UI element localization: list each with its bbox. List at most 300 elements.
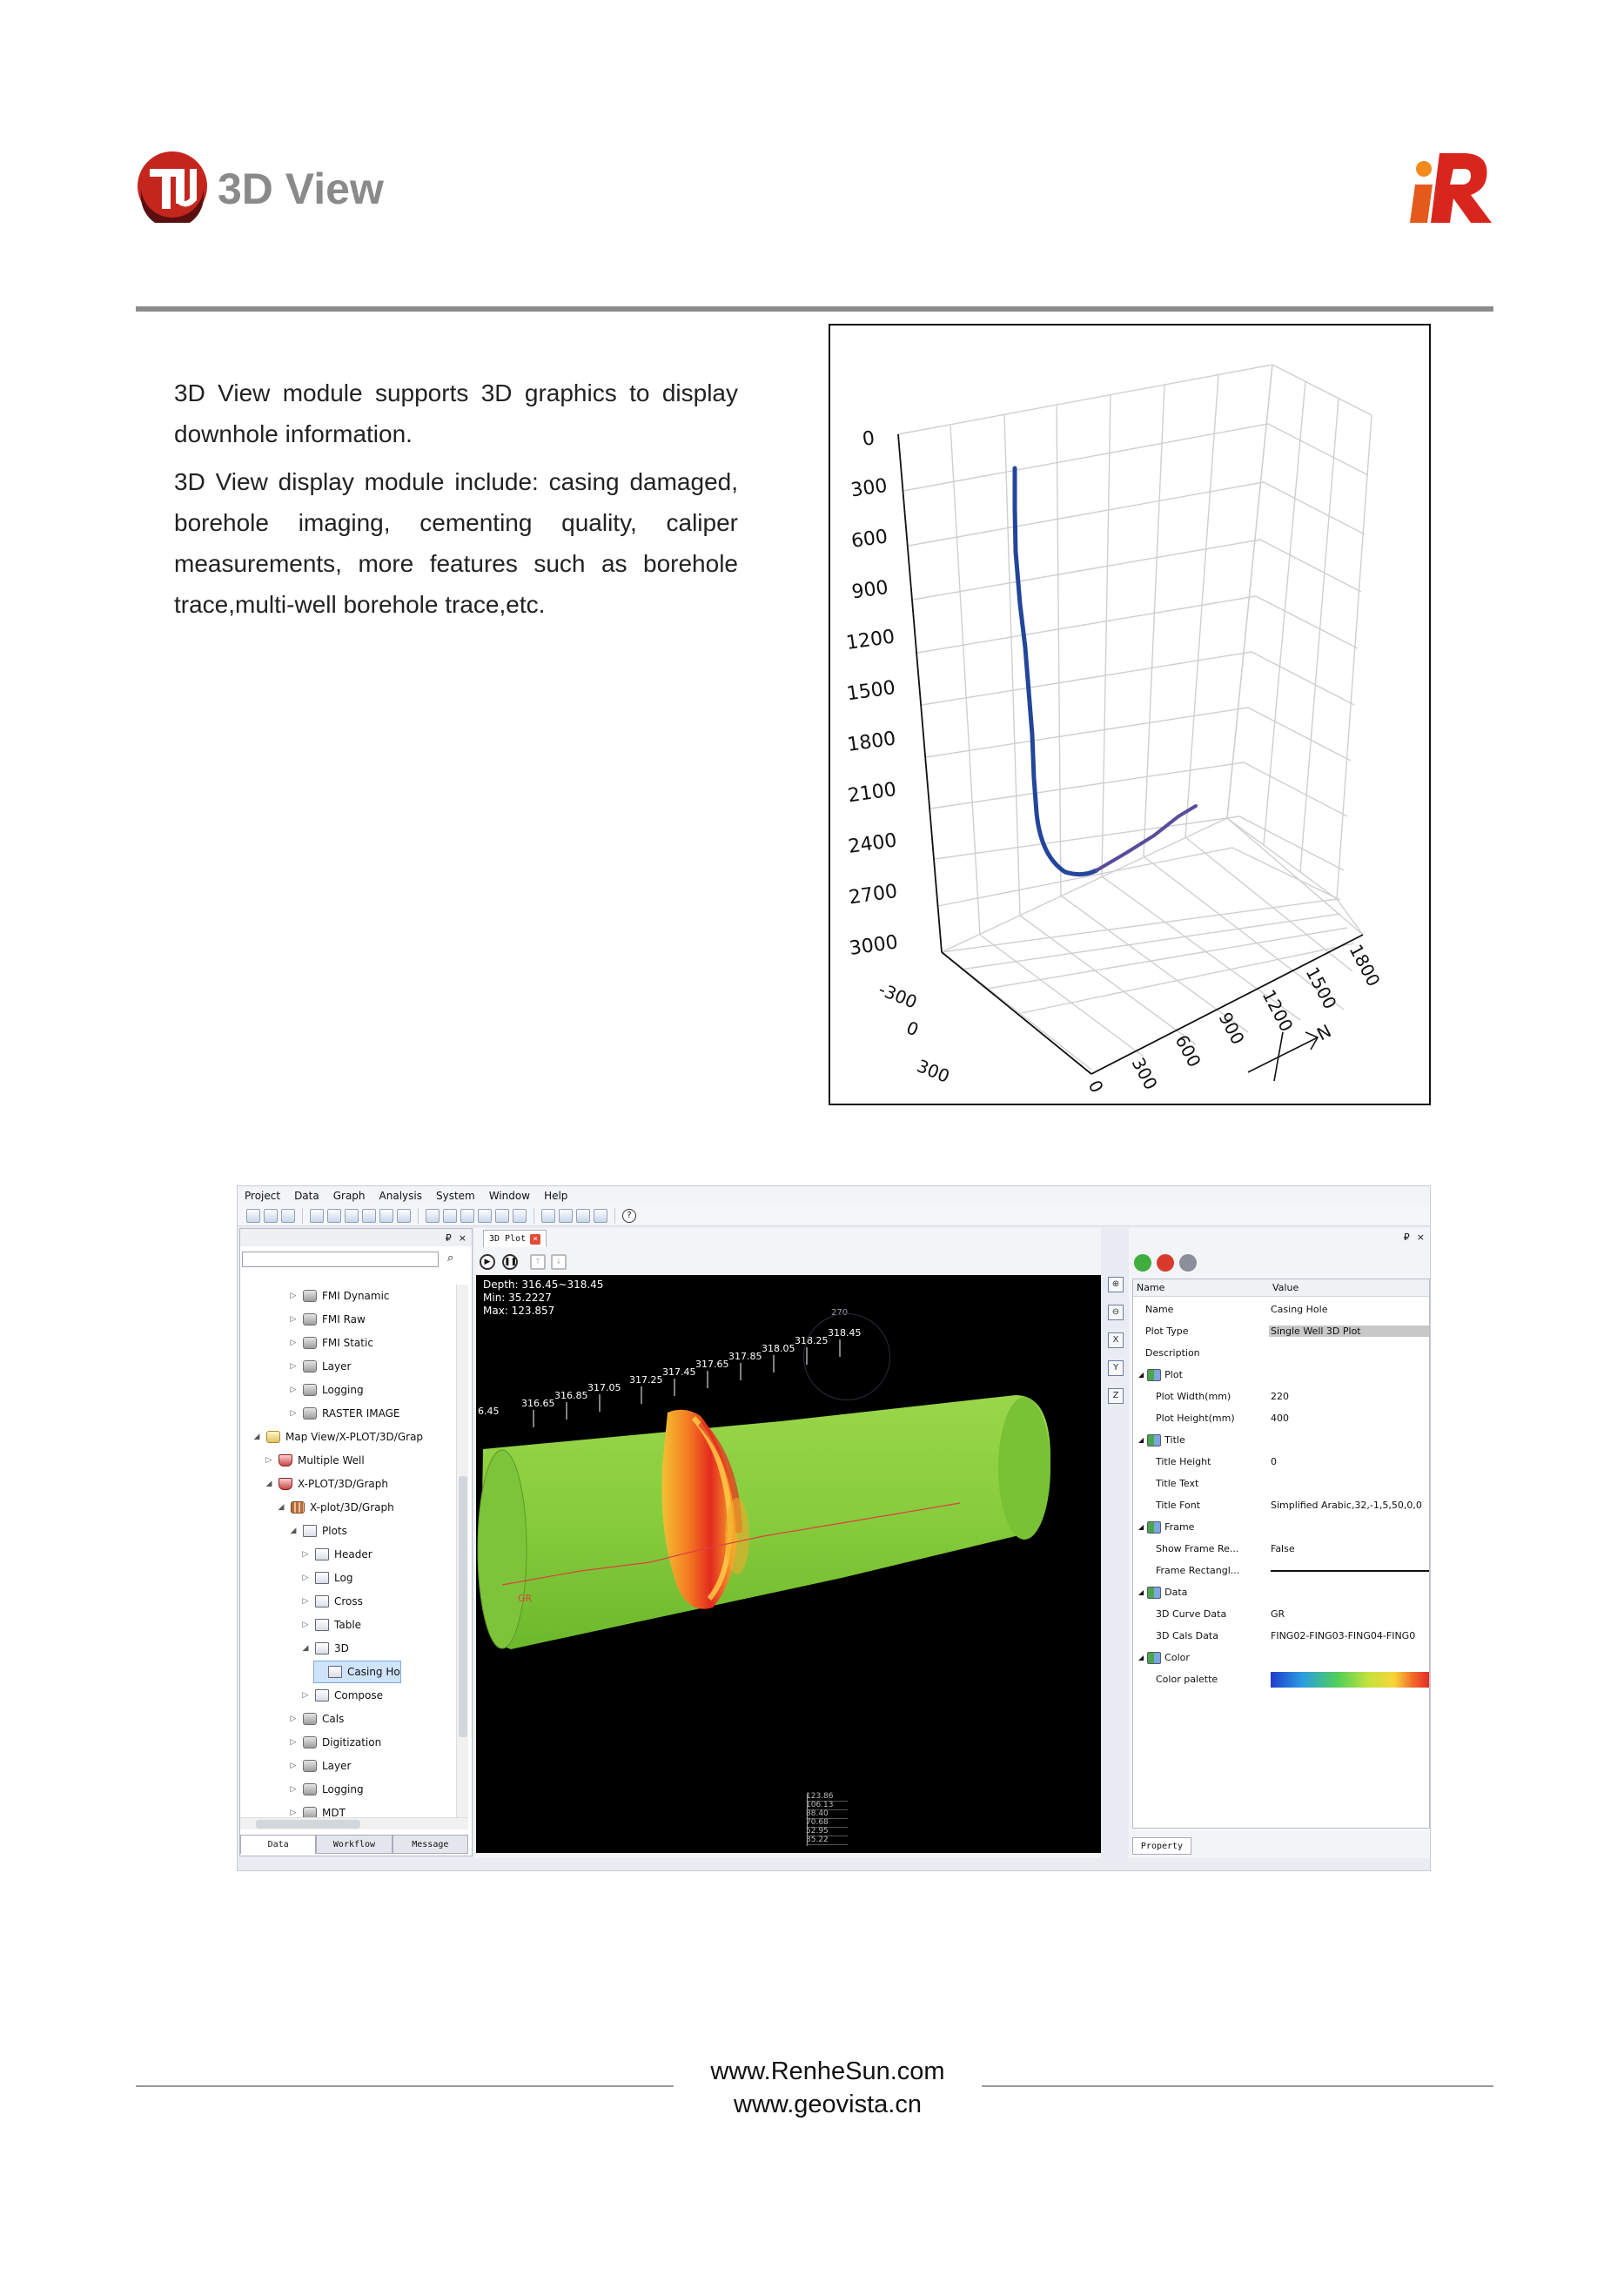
expanded-arrow-icon[interactable]: ◢ xyxy=(1138,1654,1144,1661)
page-title: 3D View xyxy=(218,164,384,213)
help-icon[interactable]: ? xyxy=(622,1209,636,1223)
tree-item-label: 3D xyxy=(334,1642,349,1654)
database-icon xyxy=(303,1713,317,1725)
edit-icon[interactable] xyxy=(362,1209,376,1223)
depth-tick-label: 2100 xyxy=(846,778,898,808)
property-key-cell xyxy=(1133,1521,1269,1534)
apply-icon[interactable] xyxy=(1134,1254,1151,1272)
database-icon xyxy=(303,1360,317,1373)
scroll-thumb[interactable] xyxy=(459,1476,467,1737)
save-icon[interactable] xyxy=(397,1209,411,1223)
property-group-icon xyxy=(1147,1369,1161,1381)
import-icon[interactable] xyxy=(310,1209,324,1223)
property-row[interactable] xyxy=(1133,1407,1430,1429)
property-name: Frame Rectangl... xyxy=(1156,1565,1240,1576)
y-tick-label: 1200 xyxy=(1258,986,1298,1036)
trajectory-grid xyxy=(898,365,1372,1070)
database-icon xyxy=(303,1783,317,1795)
tree-search-input[interactable] xyxy=(242,1252,439,1267)
tree-item-label: Map View/X-PLOT/3D/Grap xyxy=(285,1431,424,1443)
property-key-cell xyxy=(1133,1674,1269,1685)
tree-item-label: Casing Ho xyxy=(347,1666,400,1678)
property-name: 3D Cals Data xyxy=(1156,1630,1218,1641)
tab-message[interactable]: Message xyxy=(393,1835,468,1854)
depth-info-line: Min: 35.2227 xyxy=(483,1292,552,1304)
plot-area xyxy=(474,1228,1120,1858)
x-tick-label: 300 xyxy=(914,1055,953,1087)
panel-header xyxy=(240,1229,472,1246)
tree-item-label: Layer xyxy=(322,1760,352,1772)
pin-icon[interactable]: ₽ xyxy=(1403,1231,1410,1243)
depth-tick-label: 900 xyxy=(850,576,890,604)
expanded-arrow-icon[interactable]: ◢ xyxy=(265,1480,272,1488)
tree-item[interactable] xyxy=(289,1708,344,1730)
grid-icon[interactable] xyxy=(443,1209,457,1223)
doc-icon xyxy=(315,1572,329,1584)
property-key-cell xyxy=(1133,1456,1269,1467)
footer-rule-left xyxy=(136,2085,674,2087)
menu-bar xyxy=(238,1186,1430,1205)
menu-window[interactable]: Window xyxy=(488,1190,531,1202)
property-grid xyxy=(1132,1279,1430,1829)
property-value[interactable]: GR xyxy=(1271,1608,1285,1620)
property-key-cell xyxy=(1133,1391,1269,1402)
y-tick-label: 600 xyxy=(1171,1031,1205,1071)
tree-item[interactable] xyxy=(252,1426,423,1448)
color-scale-value: 35.22 xyxy=(806,1836,848,1845)
expanded-arrow-icon[interactable]: ◢ xyxy=(1138,1436,1144,1444)
depth-tick-label: 2700 xyxy=(847,880,899,909)
close-file-icon[interactable] xyxy=(281,1209,295,1223)
column-name-header: Name xyxy=(1137,1282,1165,1293)
north-arrow xyxy=(1248,1032,1318,1081)
well-icon xyxy=(278,1478,292,1490)
database-icon xyxy=(303,1313,317,1326)
tree-item-label: Header xyxy=(334,1548,372,1560)
layout-icon[interactable] xyxy=(460,1209,474,1223)
color-scale-value: 70.68 xyxy=(806,1818,848,1828)
color-scale-legend xyxy=(807,1794,850,1846)
doc-icon xyxy=(315,1642,329,1654)
property-name: Title xyxy=(1164,1434,1185,1446)
property-name: Plot Width(mm) xyxy=(1156,1391,1231,1402)
y-tick-label: 0 xyxy=(1084,1077,1108,1097)
menu-analysis[interactable]: Analysis xyxy=(379,1190,422,1202)
depth-tick-label: 300 xyxy=(849,474,889,502)
close-icon[interactable]: × xyxy=(1416,1231,1425,1243)
property-row[interactable] xyxy=(1133,1516,1430,1538)
tree-item[interactable] xyxy=(289,1731,381,1754)
depth-tick-labels xyxy=(845,427,900,960)
property-key-cell xyxy=(1133,1587,1269,1599)
depth-tick-label: 0 xyxy=(861,427,876,451)
down-arrow-icon[interactable]: ↓ xyxy=(551,1254,567,1270)
expanded-arrow-icon[interactable]: ◢ xyxy=(290,1527,297,1535)
property-key-cell xyxy=(1133,1608,1269,1620)
tree-item-label: Layer xyxy=(322,1360,352,1373)
collapsed-arrow-icon[interactable]: ▷ xyxy=(302,1550,309,1559)
tab-3d-plot[interactable] xyxy=(483,1230,547,1247)
property-value[interactable]: 0 xyxy=(1271,1456,1277,1467)
depth-tick-label: 3000 xyxy=(848,931,900,960)
property-key-cell xyxy=(1133,1630,1269,1641)
view-tools xyxy=(1108,1277,1125,1416)
tab-label: 3D Plot xyxy=(489,1234,527,1244)
intro-paragraph: 3D View module supports 3D graphics to display downhole information. xyxy=(174,379,738,447)
property-row[interactable] xyxy=(1133,1320,1430,1342)
menu-data[interactable]: Data xyxy=(294,1190,319,1202)
zoom-out-icon[interactable]: ⊖ xyxy=(1108,1305,1124,1320)
lock-icon[interactable] xyxy=(495,1209,509,1223)
collapsed-arrow-icon[interactable]: ▷ xyxy=(290,1738,297,1747)
tree-vertical-scrollbar[interactable] xyxy=(456,1285,468,1817)
column-value-header: Value xyxy=(1272,1282,1299,1293)
toolbar xyxy=(238,1205,1430,1226)
color-scale-value: 52.95 xyxy=(806,1827,848,1836)
collapsed-arrow-icon[interactable]: ▷ xyxy=(290,1409,297,1418)
dropdown-icon[interactable] xyxy=(1179,1254,1197,1272)
tree-item[interactable] xyxy=(301,1543,372,1566)
collapsed-arrow-icon[interactable]: ▷ xyxy=(290,1362,297,1371)
collapsed-arrow-icon[interactable]: ▷ xyxy=(302,1691,309,1700)
software-screenshot xyxy=(237,1185,1431,1871)
property-row[interactable] xyxy=(1133,1473,1430,1494)
property-group-icon xyxy=(1147,1652,1161,1664)
depth-tick-label: 1800 xyxy=(845,728,897,756)
borehole-trajectory-figure xyxy=(829,324,1431,1105)
toolbar-separator xyxy=(302,1208,303,1224)
property-row[interactable] xyxy=(1133,1647,1430,1668)
pause-icon[interactable]: ❚❚ xyxy=(502,1254,518,1270)
property-name: 3D Curve Data xyxy=(1156,1608,1227,1620)
tree-item-label: Logging xyxy=(322,1384,364,1396)
depth-info-line: Depth: 316.45~318.45 xyxy=(483,1279,604,1291)
z-axis-view-button[interactable]: Z xyxy=(1108,1388,1124,1404)
tree-item-label: MDT xyxy=(322,1807,346,1817)
tree-item[interactable] xyxy=(277,1496,394,1519)
zoom-in-icon[interactable]: ⊕ xyxy=(1108,1277,1124,1292)
menu-graph[interactable]: Graph xyxy=(332,1190,366,1202)
property-key-cell xyxy=(1133,1478,1269,1489)
trajectory-axes xyxy=(898,434,1363,1074)
property-group-icon xyxy=(1147,1434,1161,1446)
property-group-icon xyxy=(1147,1587,1161,1599)
depth-label: 317.85 xyxy=(728,1351,762,1362)
property-name: Plot xyxy=(1164,1369,1183,1380)
angle-label: 270 xyxy=(831,1308,849,1318)
database-icon xyxy=(303,1760,317,1772)
footer-url-renhesun[interactable]: www.RenheSun.com xyxy=(710,2057,945,2085)
property-value[interactable]: 220 xyxy=(1271,1391,1289,1402)
folder-icon xyxy=(266,1431,280,1443)
grid-icon xyxy=(291,1501,305,1514)
collapsed-arrow-icon[interactable]: ▷ xyxy=(290,1762,297,1770)
frame-line-swatch[interactable] xyxy=(1271,1570,1429,1572)
features-paragraph: 3D View display module include: casing damaged, borehole imaging, cementing quality, caliper measurements, more features such as borehole trace,multi-well borehole trace,etc. xyxy=(174,468,738,618)
close-tab-icon[interactable]: × xyxy=(530,1234,540,1245)
depth-label: 318.25 xyxy=(795,1335,829,1346)
color-scale-value: 88.40 xyxy=(806,1809,848,1819)
property-key-cell xyxy=(1133,1565,1269,1576)
tree-horizontal-scrollbar[interactable] xyxy=(240,1817,468,1829)
property-row[interactable] xyxy=(1133,1429,1430,1451)
tree-item[interactable] xyxy=(289,1520,347,1542)
collapsed-arrow-icon[interactable]: ▷ xyxy=(290,1386,297,1394)
trajectory-trace-lateral xyxy=(1097,806,1196,870)
tree-item-label: Logging xyxy=(322,1783,364,1795)
data-tree xyxy=(240,1285,466,1817)
expanded-arrow-icon[interactable]: ◢ xyxy=(302,1644,309,1653)
doc-icon xyxy=(315,1548,329,1560)
property-value[interactable]: False xyxy=(1271,1543,1295,1554)
tree-item-label: X-plot/3D/Graph xyxy=(310,1501,394,1514)
property-name: Plot Height(mm) xyxy=(1156,1413,1235,1424)
expanded-arrow-icon[interactable]: ◢ xyxy=(1138,1371,1144,1379)
property-value[interactable]: Casing Hole xyxy=(1271,1304,1328,1315)
menu-help[interactable]: Help xyxy=(544,1190,568,1202)
tree-item[interactable] xyxy=(289,1778,364,1801)
property-row[interactable] xyxy=(1133,1451,1430,1473)
gr-curve-label: GR xyxy=(518,1593,533,1604)
collapsed-arrow-icon[interactable]: ▷ xyxy=(302,1621,309,1629)
tree-item[interactable] xyxy=(289,1755,351,1777)
color-scale-value: 123.86 xyxy=(806,1792,848,1802)
collapsed-arrow-icon[interactable]: ▷ xyxy=(290,1339,297,1347)
window-icon[interactable] xyxy=(559,1209,573,1223)
depth-tick-label: 600 xyxy=(849,526,889,553)
property-row[interactable] xyxy=(1133,1560,1430,1581)
tree-item[interactable] xyxy=(289,1285,390,1307)
tree-item[interactable] xyxy=(289,1332,373,1354)
depth-label: 318.05 xyxy=(762,1343,795,1354)
left-panel-tabs xyxy=(240,1835,468,1854)
brush-icon[interactable] xyxy=(478,1209,492,1223)
color-scale-value: 106.13 xyxy=(806,1801,848,1810)
tree-item[interactable] xyxy=(301,1567,352,1589)
property-row[interactable] xyxy=(1133,1581,1430,1603)
expanded-arrow-icon[interactable]: ◢ xyxy=(1138,1523,1144,1531)
property-value[interactable] xyxy=(1269,1570,1429,1572)
company-logo-left xyxy=(136,150,209,223)
database-icon xyxy=(303,1384,317,1396)
export-icon[interactable] xyxy=(345,1209,359,1223)
x-tick-labels xyxy=(876,978,952,1087)
tree-item-label: FMI Raw xyxy=(322,1313,366,1326)
property-name: Plot Type xyxy=(1145,1326,1189,1337)
chart-icon[interactable] xyxy=(426,1209,440,1223)
property-panel xyxy=(1129,1228,1430,1858)
collapsed-arrow-icon[interactable]: ▷ xyxy=(290,1715,297,1723)
casing-cylinder xyxy=(481,1395,1050,1649)
property-name: Name xyxy=(1145,1304,1174,1315)
depth-tick-label: 1500 xyxy=(845,676,897,706)
property-row[interactable] xyxy=(1133,1364,1430,1386)
orientation-ring[interactable] xyxy=(803,1313,890,1400)
collapsed-arrow-icon[interactable]: ▷ xyxy=(290,1785,297,1794)
property-key-cell xyxy=(1133,1413,1269,1424)
property-key-cell xyxy=(1133,1304,1269,1315)
doc-icon xyxy=(303,1525,317,1537)
property-value[interactable]: FING02-FING03-FING04-FING0 xyxy=(1271,1630,1416,1641)
tree-item[interactable] xyxy=(265,1473,388,1495)
tree-item-label: Cals xyxy=(322,1713,345,1725)
property-name: Frame xyxy=(1164,1521,1195,1533)
collapsed-arrow-icon[interactable]: ▷ xyxy=(302,1574,309,1582)
depth-info-line: Max: 123.857 xyxy=(483,1305,555,1317)
footer-rule-right xyxy=(982,2085,1493,2087)
property-row[interactable] xyxy=(1133,1342,1430,1364)
tab-data[interactable]: Data xyxy=(240,1835,316,1854)
casing-3d-render xyxy=(476,1275,1101,1853)
tab-workflow[interactable]: Workflow xyxy=(316,1835,392,1854)
x-tick-label: 0 xyxy=(903,1017,922,1041)
new-icon[interactable] xyxy=(246,1209,260,1223)
database-icon xyxy=(303,1736,317,1748)
property-name: Title Height xyxy=(1156,1456,1211,1467)
tree-item[interactable] xyxy=(301,1684,383,1707)
y-tick-label: 1800 xyxy=(1345,941,1385,990)
property-value[interactable]: Single Well 3D Plot xyxy=(1269,1326,1429,1337)
property-key-cell xyxy=(1133,1652,1269,1664)
casing-end-cap xyxy=(478,1450,527,1648)
collapsed-arrow-icon[interactable]: ▷ xyxy=(302,1597,309,1606)
tree-item-label: FMI Dynamic xyxy=(322,1290,390,1302)
table-icon[interactable] xyxy=(327,1209,341,1223)
depth-label: 317.45 xyxy=(662,1366,696,1378)
company-logo-right xyxy=(1410,150,1493,225)
menu-system[interactable]: System xyxy=(435,1190,475,1202)
tree-item[interactable] xyxy=(313,1661,401,1683)
tree-item[interactable] xyxy=(289,1379,364,1401)
expanded-arrow-icon[interactable]: ◢ xyxy=(1138,1588,1144,1596)
data-tree-panel xyxy=(239,1228,473,1856)
depth-label: 318.45 xyxy=(828,1327,862,1339)
collapsed-arrow-icon[interactable]: ▷ xyxy=(290,1809,297,1817)
tree-item[interactable] xyxy=(301,1614,361,1636)
tree-item-label: FMI Static xyxy=(322,1337,373,1349)
doc-icon xyxy=(315,1689,329,1701)
binoculars-icon[interactable]: ⌕ xyxy=(447,1252,454,1265)
calculator-icon[interactable] xyxy=(541,1209,555,1223)
tree-item[interactable] xyxy=(265,1449,365,1472)
tree-item[interactable] xyxy=(301,1637,349,1660)
property-row[interactable] xyxy=(1133,1538,1430,1560)
tree-item-label: X-PLOT/3D/Graph xyxy=(298,1478,388,1490)
doc-icon xyxy=(328,1666,342,1678)
property-row[interactable] xyxy=(1133,1625,1430,1647)
property-key-cell xyxy=(1133,1347,1269,1359)
y-tick-label: 1500 xyxy=(1301,963,1341,1013)
property-row[interactable] xyxy=(1133,1494,1430,1516)
property-value[interactable]: Simplified Arabic,32,-1,5,50,0,0 xyxy=(1271,1500,1422,1511)
print-icon[interactable] xyxy=(513,1209,527,1223)
doc-icon xyxy=(315,1619,329,1631)
tree-item-label: Plots xyxy=(322,1525,347,1537)
property-row[interactable] xyxy=(1133,1386,1430,1407)
panel-header xyxy=(1129,1228,1430,1245)
undo-icon[interactable] xyxy=(1157,1254,1174,1272)
property-name: Color xyxy=(1164,1652,1190,1663)
tree-item[interactable] xyxy=(301,1590,363,1613)
expanded-arrow-icon[interactable]: ◢ xyxy=(278,1503,285,1512)
depth-label: 317.65 xyxy=(695,1359,729,1370)
y-axis-view-button[interactable]: Y xyxy=(1108,1360,1124,1376)
depth-label: 317.05 xyxy=(587,1382,621,1393)
toolbar-separator xyxy=(614,1208,615,1224)
expanded-arrow-icon[interactable]: ◢ xyxy=(253,1433,260,1441)
color-palette-swatch[interactable] xyxy=(1271,1672,1429,1688)
play-icon[interactable]: ▶ xyxy=(480,1254,495,1270)
tree-item-label: Cross xyxy=(334,1595,363,1607)
tree-item-label: Compose xyxy=(334,1689,384,1701)
property-name: Description xyxy=(1145,1347,1200,1359)
tree-item-label: Table xyxy=(334,1619,362,1631)
close-icon[interactable]: × xyxy=(458,1232,466,1244)
doc-icon xyxy=(315,1595,329,1607)
tool-icon[interactable] xyxy=(379,1209,393,1223)
property-row[interactable] xyxy=(1133,1668,1430,1690)
tree-item[interactable] xyxy=(289,1402,400,1425)
tile-icon[interactable] xyxy=(576,1209,590,1223)
x-axis-view-button[interactable]: X xyxy=(1108,1332,1124,1348)
depth-info xyxy=(483,1279,603,1318)
property-value[interactable]: 400 xyxy=(1271,1413,1289,1424)
tree-item-label: Multiple Well xyxy=(298,1454,365,1467)
up-arrow-icon[interactable]: ↑ xyxy=(530,1254,546,1270)
property-grid-header xyxy=(1133,1279,1429,1297)
collapsed-arrow-icon[interactable]: ▷ xyxy=(290,1292,297,1300)
tree-item[interactable] xyxy=(289,1355,351,1378)
tree-item[interactable] xyxy=(289,1802,346,1817)
property-key-cell xyxy=(1133,1326,1269,1337)
property-row[interactable] xyxy=(1133,1299,1430,1320)
database-icon xyxy=(303,1407,317,1420)
collapsed-arrow-icon[interactable]: ▷ xyxy=(265,1456,272,1465)
property-name: Data xyxy=(1164,1587,1188,1598)
tree-item[interactable] xyxy=(289,1308,366,1331)
casing-far-cap xyxy=(998,1397,1050,1540)
footer-url-geovista[interactable]: www.geovista.cn xyxy=(734,2091,922,2118)
menu-project[interactable]: Project xyxy=(245,1190,281,1202)
split-icon[interactable] xyxy=(594,1209,607,1223)
database-icon xyxy=(303,1807,317,1817)
property-name: Title Text xyxy=(1156,1478,1199,1489)
depth-tick-label: 1200 xyxy=(844,626,896,654)
property-name: Color palette xyxy=(1156,1674,1218,1685)
tab-property[interactable]: Property xyxy=(1132,1837,1191,1855)
scroll-thumb[interactable] xyxy=(256,1820,360,1829)
toolbar-separator xyxy=(418,1208,419,1224)
tree-item-label: Log xyxy=(334,1572,353,1584)
tree-item-label: Digitization xyxy=(322,1736,382,1748)
open-icon[interactable] xyxy=(264,1209,278,1223)
3d-viewport[interactable] xyxy=(476,1275,1101,1853)
collapsed-arrow-icon[interactable]: ▷ xyxy=(290,1315,297,1324)
y-tick-label: 300 xyxy=(1127,1054,1162,1094)
x-tick-label: -300 xyxy=(876,978,921,1013)
pin-icon[interactable]: ₽ xyxy=(445,1232,452,1244)
property-row[interactable] xyxy=(1133,1603,1430,1625)
north-label: N xyxy=(1313,1020,1335,1045)
property-value[interactable] xyxy=(1269,1672,1429,1688)
y-tick-label: 900 xyxy=(1214,1009,1249,1049)
property-key-cell xyxy=(1133,1434,1269,1446)
header-rule xyxy=(136,306,1493,312)
database-icon xyxy=(303,1290,317,1302)
tree-item-label: RASTER IMAGE xyxy=(322,1407,400,1420)
property-key-cell xyxy=(1133,1543,1269,1554)
depth-label: 316.65 xyxy=(521,1398,555,1409)
